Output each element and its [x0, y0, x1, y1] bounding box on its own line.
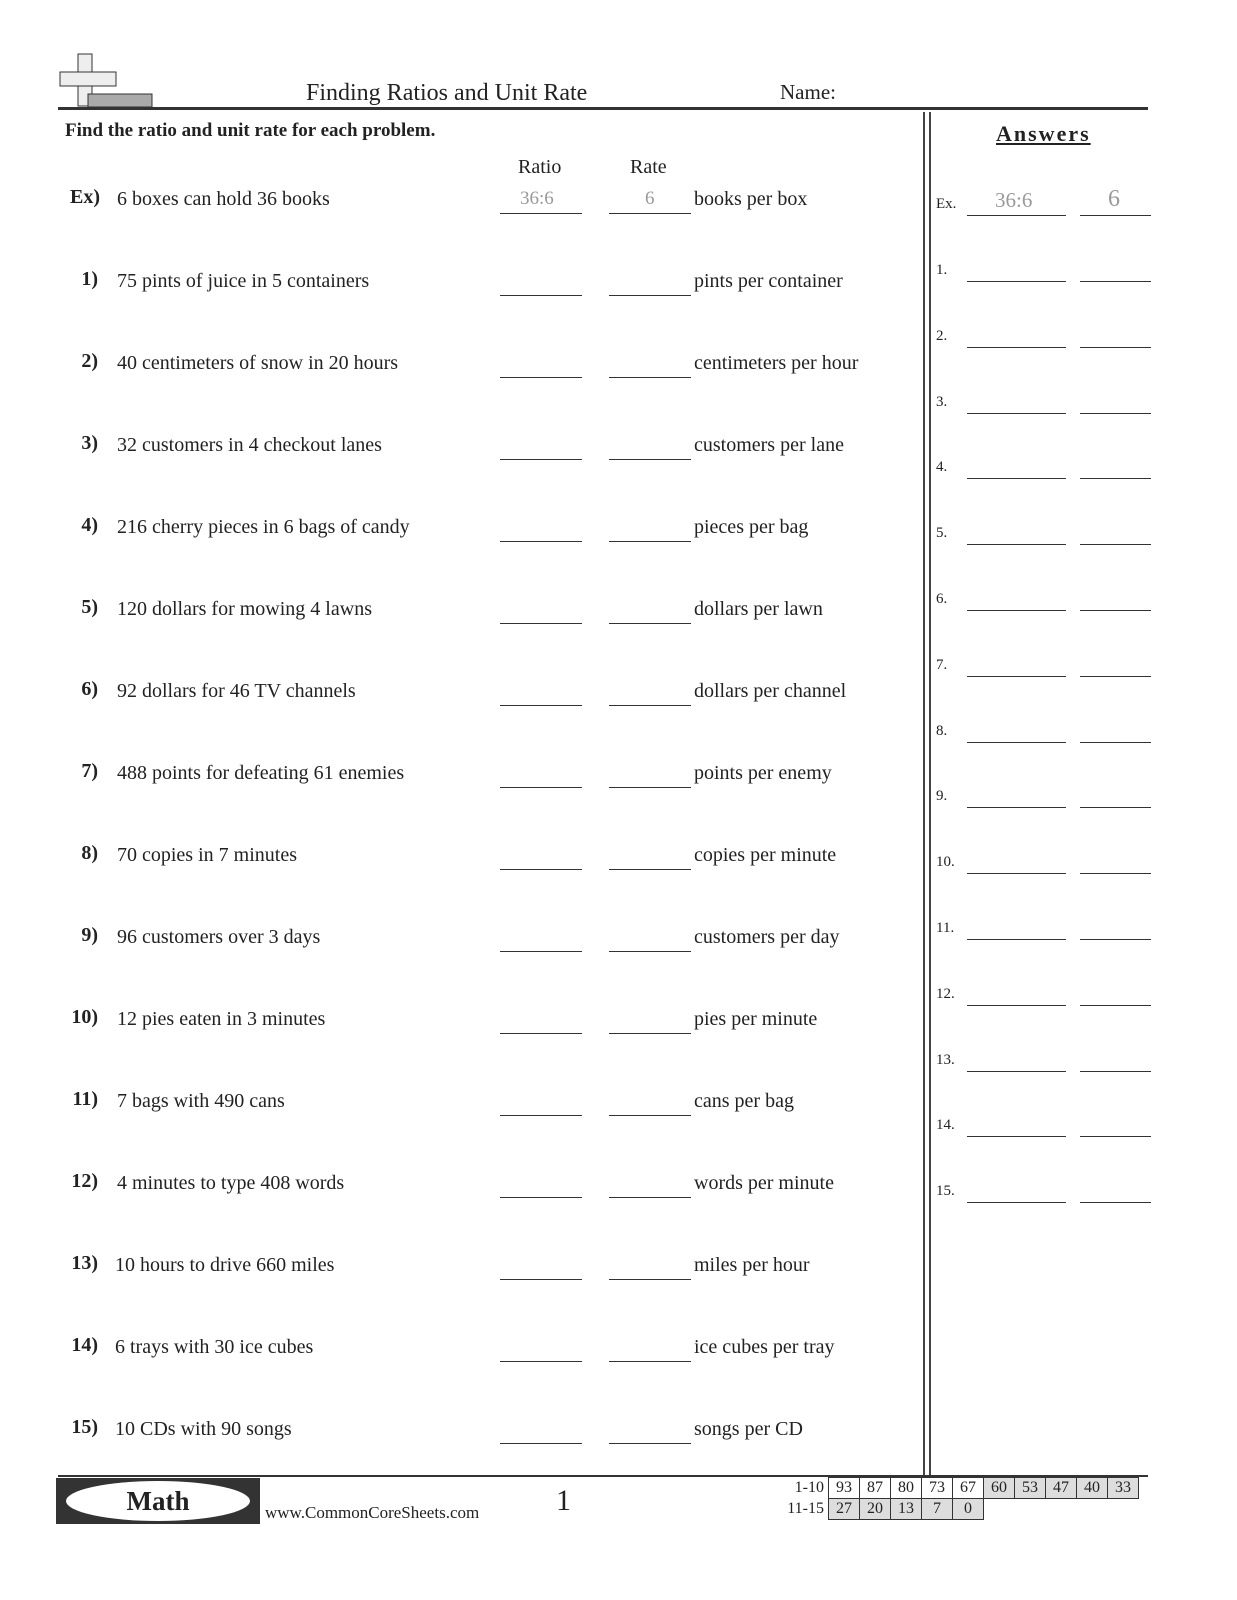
problem-text: 488 points for defeating 61 enemies — [117, 762, 405, 784]
problem-text: 7 bags with 490 cans — [117, 1090, 285, 1112]
unit-label: books per box — [694, 188, 808, 210]
answer-number: 13. — [936, 1051, 955, 1068]
problem-text: 10 CDs with 90 songs — [115, 1418, 292, 1440]
answer-ratio-line[interactable] — [967, 610, 1066, 611]
answer-number: 15. — [936, 1183, 955, 1200]
ratio-answer-blank[interactable] — [500, 213, 582, 214]
score-cell: 60 — [984, 1478, 1015, 1499]
unit-label: pints per container — [694, 270, 843, 292]
answer-ratio-line[interactable] — [967, 1136, 1066, 1137]
ratio-answer-blank[interactable] — [500, 1279, 582, 1280]
rate-answer-blank[interactable] — [609, 869, 691, 870]
ratio-answer-blank[interactable] — [500, 869, 582, 870]
problem-number: 11) — [72, 1088, 98, 1110]
ratio-answer-blank[interactable] — [500, 1361, 582, 1362]
problem-text: 10 hours to drive 660 miles — [115, 1254, 335, 1276]
score-cell: 40 — [1077, 1478, 1108, 1499]
score-cell: 47 — [1046, 1478, 1077, 1499]
answer-number: 6. — [936, 591, 948, 607]
problem-row — [0, 432, 920, 486]
problem-row — [0, 1170, 920, 1224]
problem-row — [0, 1416, 920, 1470]
worksheet-title: Finding Ratios and Unit Rate — [306, 80, 588, 106]
rate-answer-blank[interactable] — [609, 705, 691, 706]
unit-label: songs per CD — [694, 1418, 803, 1440]
score-cell: 80 — [891, 1478, 922, 1499]
rate-answer-blank[interactable] — [609, 213, 691, 214]
problem-row — [0, 596, 920, 650]
answer-number: 2. — [936, 327, 948, 344]
logo-plus-minus-icon — [58, 52, 154, 108]
score-table — [778, 1477, 1139, 1520]
problem-text: 96 customers over 3 days — [117, 926, 321, 948]
score-cell: 33 — [1108, 1478, 1139, 1499]
answer-number: 9. — [936, 788, 948, 805]
problem-text: 12 pies eaten in 3 minutes — [117, 1008, 326, 1030]
answer-rate-line[interactable] — [1080, 1005, 1151, 1006]
rate-answer-blank[interactable] — [609, 1279, 691, 1280]
problem-number: 9) — [81, 924, 98, 946]
problem-text: 92 dollars for 46 TV channels — [117, 680, 356, 702]
problem-row — [0, 1006, 920, 1060]
ratio-answer-blank[interactable] — [500, 1033, 582, 1034]
problem-row — [0, 268, 920, 322]
score-range-label: 1-10 — [794, 1479, 824, 1496]
unit-label: copies per minute — [694, 844, 837, 866]
answer-rate-line[interactable] — [1080, 281, 1151, 282]
answer-rate-line[interactable] — [1080, 413, 1151, 414]
answer-rate-line[interactable] — [1080, 610, 1151, 611]
answer-ratio-line[interactable] — [967, 676, 1066, 677]
answer-line — [1080, 215, 1151, 216]
problem-number: 7) — [81, 760, 98, 782]
header-divider — [58, 107, 1148, 110]
answer-rate-line[interactable] — [1080, 742, 1151, 743]
answer-ratio-line[interactable] — [967, 281, 1066, 282]
answer-rate-line[interactable] — [1080, 873, 1151, 874]
problem-text: 32 customers in 4 checkout lanes — [117, 434, 382, 456]
problem-number: 12) — [71, 1170, 98, 1192]
problem-number: 10) — [71, 1006, 98, 1028]
answer-rate-line[interactable] — [1080, 544, 1151, 545]
problem-row — [0, 678, 920, 732]
unit-label: customers per day — [694, 926, 840, 948]
rate-answer-blank[interactable] — [609, 1115, 691, 1116]
ratio-column-header: Ratio — [518, 156, 562, 178]
ratio-answer-blank[interactable] — [500, 705, 582, 706]
rate-answer-blank[interactable] — [609, 1197, 691, 1198]
answer-number: 4. — [936, 459, 948, 476]
answer-number: 11. — [936, 920, 955, 936]
answer-ratio-line[interactable] — [967, 742, 1066, 743]
problem-number: 14) — [71, 1334, 98, 1356]
ratio-answer-blank[interactable] — [500, 623, 582, 624]
score-cell: 27 — [829, 1499, 860, 1520]
problem-number: 2) — [81, 350, 98, 372]
score-row — [778, 1478, 1139, 1499]
unit-label: centimeters per hour — [694, 352, 859, 374]
unit-label: ice cubes per tray — [694, 1336, 835, 1358]
problem-row — [0, 1252, 920, 1306]
answer-rate-line[interactable] — [1080, 676, 1151, 677]
problem-number: 4) — [81, 514, 98, 536]
answer-ratio-line[interactable] — [967, 478, 1066, 479]
problem-row — [0, 842, 920, 896]
problem-text: 6 boxes can hold 36 books — [117, 188, 330, 210]
problem-number: 15) — [71, 1416, 98, 1438]
unit-label: points per enemy — [694, 762, 832, 784]
answer-rate-line[interactable] — [1080, 1136, 1151, 1137]
answer-ratio-line[interactable] — [967, 807, 1066, 808]
answer-column-divider — [929, 112, 931, 1477]
problem-row — [0, 350, 920, 404]
rate-answer-blank[interactable] — [609, 295, 691, 296]
answer-ratio-line[interactable] — [967, 1071, 1066, 1072]
answer-number: 1. — [936, 262, 948, 278]
ratio-answer-blank[interactable] — [500, 541, 582, 542]
problem-number: 5) — [81, 596, 98, 618]
rate-answer-blank[interactable] — [609, 1443, 691, 1444]
problem-text: 40 centimeters of snow in 20 hours — [117, 352, 399, 374]
answer-ratio-line[interactable] — [967, 939, 1066, 940]
problem-row — [0, 514, 920, 568]
example-row — [0, 186, 920, 240]
score-cell: 13 — [891, 1499, 922, 1520]
ratio-answer-blank[interactable] — [500, 1115, 582, 1116]
score-cell: 20 — [860, 1499, 891, 1520]
problem-text: 4 minutes to type 408 words — [117, 1172, 345, 1194]
problem-text: 6 trays with 30 ice cubes — [115, 1336, 314, 1358]
answers-heading: Answers — [996, 121, 1091, 146]
answer-number: 12. — [936, 985, 955, 1002]
problem-number: 13) — [71, 1252, 98, 1274]
problem-text: 216 cherry pieces in 6 bags of candy — [117, 516, 410, 538]
page-number: 1 — [556, 1484, 571, 1517]
problem-text: 75 pints of juice in 5 containers — [117, 270, 370, 292]
problem-row — [0, 1088, 920, 1142]
ratio-answer-blank[interactable] — [500, 295, 582, 296]
answer-ratio-line[interactable] — [967, 1202, 1066, 1203]
answer-number: 8. — [936, 722, 948, 739]
answer-rate-line[interactable] — [1080, 1071, 1151, 1072]
answer-rate-line[interactable] — [1080, 939, 1151, 940]
name-label: Name: — [780, 80, 836, 104]
problem-number: 1) — [81, 268, 98, 290]
math-logo-text: Math — [66, 1481, 250, 1521]
score-cell: 7 — [922, 1499, 953, 1520]
website-url: www.CommonCoreSheets.com — [265, 1503, 480, 1522]
answer-number: 7. — [936, 656, 948, 673]
example-rate: 6 — [645, 188, 655, 209]
score-row — [778, 1499, 1139, 1520]
problem-number: 8) — [81, 842, 98, 864]
answer-ratio-line[interactable] — [967, 1005, 1066, 1006]
answer-line — [967, 215, 1066, 216]
answer-ratio-line[interactable] — [967, 873, 1066, 874]
score-cell: 67 — [953, 1478, 984, 1499]
ratio-answer-blank[interactable] — [500, 1443, 582, 1444]
problem-text: 70 copies in 7 minutes — [117, 844, 297, 866]
rate-answer-blank[interactable] — [609, 623, 691, 624]
unit-label: cans per bag — [694, 1090, 794, 1112]
rate-answer-blank[interactable] — [609, 787, 691, 788]
rate-answer-blank[interactable] — [609, 541, 691, 542]
problem-number: Ex) — [70, 186, 100, 208]
answer-column-divider — [923, 112, 925, 1477]
problem-row — [0, 924, 920, 978]
unit-label: dollars per lawn — [694, 598, 823, 620]
score-cell: 53 — [1015, 1478, 1046, 1499]
rate-answer-blank[interactable] — [609, 459, 691, 460]
score-cell: 0 — [953, 1499, 984, 1520]
rate-answer-blank[interactable] — [609, 1361, 691, 1362]
rate-column-header: Rate — [630, 156, 667, 178]
score-range-label: 11-15 — [787, 1500, 824, 1517]
score-cell: 73 — [922, 1478, 953, 1499]
answer-number: 5. — [936, 525, 948, 542]
unit-label: words per minute — [694, 1172, 834, 1194]
answer-rate-line[interactable] — [1080, 807, 1151, 808]
answer-number: 14. — [936, 1117, 955, 1134]
answer-rate-line[interactable] — [1080, 1202, 1151, 1203]
problem-row — [0, 760, 920, 814]
score-cell: 93 — [829, 1478, 860, 1499]
answer-ratio-line[interactable] — [967, 544, 1066, 545]
problem-number: 3) — [81, 432, 98, 454]
ratio-answer-blank[interactable] — [500, 951, 582, 952]
score-cell: 87 — [860, 1478, 891, 1499]
answer-ratio-line[interactable] — [967, 347, 1066, 348]
ratio-answer-blank[interactable] — [500, 459, 582, 460]
answer-number: 3. — [936, 393, 948, 410]
rate-answer-blank[interactable] — [609, 377, 691, 378]
rate-answer-blank[interactable] — [609, 1033, 691, 1034]
unit-label: pies per minute — [694, 1008, 818, 1030]
unit-label: miles per hour — [694, 1254, 810, 1276]
problem-text: 120 dollars for mowing 4 lawns — [117, 598, 372, 620]
rate-answer-blank[interactable] — [609, 951, 691, 952]
answer-rate-line[interactable] — [1080, 347, 1151, 348]
example-ratio: 36:6 — [520, 188, 554, 209]
ratio-answer-blank[interactable] — [500, 377, 582, 378]
answer-ratio-line[interactable] — [967, 413, 1066, 414]
answer-rate-line[interactable] — [1080, 478, 1151, 479]
problem-number: 6) — [81, 678, 98, 700]
unit-label: dollars per channel — [694, 680, 847, 702]
answer-example-label: Ex. — [936, 196, 957, 212]
ratio-answer-blank[interactable] — [500, 787, 582, 788]
unit-label: customers per lane — [694, 434, 844, 456]
instructions: Find the ratio and unit rate for each problem. — [65, 120, 436, 141]
unit-label: pieces per bag — [694, 516, 809, 538]
answer-example-ratio: 36:6 — [995, 188, 1033, 212]
answer-number: 10. — [936, 854, 955, 871]
ratio-answer-blank[interactable] — [500, 1197, 582, 1198]
answer-example-rate: 6 — [1108, 186, 1120, 212]
problem-row — [0, 1334, 920, 1388]
